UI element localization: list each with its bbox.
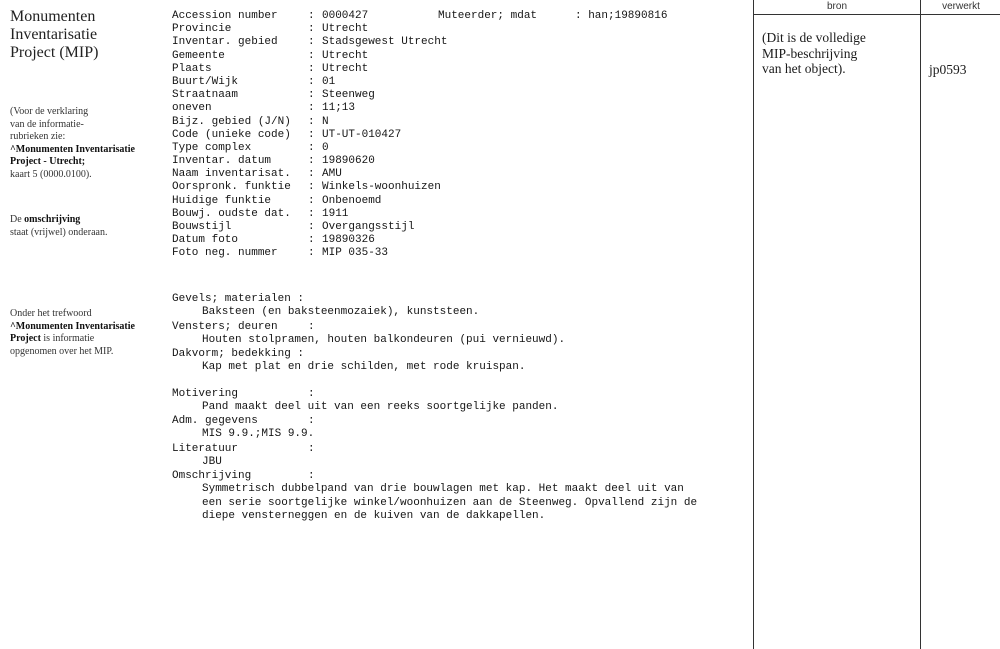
note-bold-line: Project - Utrecht; <box>10 156 86 167</box>
field-value: N <box>322 115 329 128</box>
info-note-reference <box>10 106 160 181</box>
section-separator: : <box>308 442 315 455</box>
field-value: 1911 <box>322 207 349 220</box>
note-bold-line: ^Monumenten Inventarisatie <box>10 143 135 155</box>
section-gap <box>172 376 747 388</box>
field-separator: : <box>308 234 315 247</box>
field-row <box>172 168 747 181</box>
mip-record <box>172 10 747 522</box>
field-value: 0000427 <box>322 10 369 22</box>
field-row <box>172 63 747 76</box>
field-separator: : <box>575 10 589 22</box>
note-line: van de informatie- <box>10 118 84 130</box>
field-separator: : <box>308 194 315 207</box>
field-value: 19890620 <box>322 155 375 168</box>
field-separator: : <box>308 62 315 75</box>
field-label: Foto neg. nummer <box>172 247 278 260</box>
note-line: staat (vrijwel) onderaan. <box>10 226 108 238</box>
field-label: Datum foto <box>172 234 239 247</box>
field-label: Straatnaam <box>172 89 239 102</box>
note-line: opgenomen over het MIP. <box>10 345 114 357</box>
field-label: Muteerder; mdat <box>438 10 538 22</box>
note-line: rubrieken zie: <box>10 131 66 142</box>
field-label: Inventar. gebied <box>172 36 278 49</box>
field-value: han;19890816 <box>588 10 668 22</box>
section-separator: : <box>308 320 315 333</box>
field-label: Buurt/Wijk <box>172 75 239 88</box>
field-separator: : <box>308 128 315 141</box>
field-separator: : <box>308 247 315 260</box>
source-table <box>753 0 1000 649</box>
field-row <box>172 23 747 36</box>
left-column <box>10 8 160 62</box>
field-value: Onbenoemd <box>322 194 382 207</box>
header-verwerkt: verwerkt <box>942 1 980 12</box>
field-label: Bijz. gebied (J/N) <box>172 115 291 128</box>
field-separator: : <box>308 10 315 22</box>
section-body: Kap met plat en drie schilden, met rode kruispan. <box>202 361 526 373</box>
section-separator: : <box>308 387 315 400</box>
mip-title-line: Monumenten <box>10 8 96 25</box>
header-bron: bron <box>826 1 847 12</box>
field-label: Inventar. datum <box>172 155 272 168</box>
mip-title <box>10 8 160 62</box>
field-label: Plaats <box>172 62 212 75</box>
mutator-field <box>438 10 667 22</box>
section-separator: : <box>308 415 315 427</box>
field-row <box>172 142 747 155</box>
field-row <box>172 129 747 142</box>
field-row <box>172 208 747 221</box>
field-label: Naam inventarisat. <box>172 168 291 181</box>
section-heading <box>172 470 747 483</box>
field-value: UT-UT-010427 <box>322 128 402 141</box>
field-row <box>172 102 747 115</box>
bron-line: MIP-beschrijving <box>762 45 858 61</box>
column-divider <box>920 0 921 649</box>
section-heading <box>172 293 747 306</box>
field-row <box>172 247 747 260</box>
field-label: Type complex <box>172 141 252 154</box>
note-line: (Voor de verklaring <box>10 106 89 117</box>
field-list <box>172 10 747 261</box>
mip-title-line: Inventarisatie <box>10 26 98 43</box>
section-body: Baksteen (en baksteenmozaiek), kunststeen. <box>202 306 480 318</box>
section-label: Omschrijving <box>172 470 252 482</box>
field-label: Bouwstijl <box>172 221 232 233</box>
bron-line: (Dit is de volledige <box>762 30 866 45</box>
field-value: 19890326 <box>322 234 375 247</box>
field-label: Huidige funktie <box>172 194 272 207</box>
field-value: Utrecht <box>322 62 369 75</box>
section-body: Symmetrisch dubbelpand van drie bouwlagen met kap. Het maakt deel uit van een serie soortgelijke winkel/woonhuizen aan de Steenweg. Opvallend zijn de diepe vensterneggen en de kuiven van de dakkapellen. <box>202 483 698 522</box>
section-label: Adm. gegevens <box>172 415 258 427</box>
field-label: Gemeente <box>172 49 225 62</box>
info-note-description <box>10 214 160 239</box>
field-separator: : <box>308 181 315 194</box>
note-bold: omschrijving <box>24 214 81 225</box>
section-heading <box>172 321 747 334</box>
field-separator: : <box>308 36 315 49</box>
field-row <box>172 221 747 234</box>
field-value: 0 <box>322 141 329 154</box>
section-heading <box>172 348 747 361</box>
note-line: kaart 5 (0000.0100). <box>10 168 92 180</box>
field-label: Provincie <box>172 23 232 36</box>
field-separator: : <box>308 89 315 102</box>
note-prefix: De <box>10 214 25 225</box>
field-value: Stadsgewest Utrecht <box>322 36 448 49</box>
field-value: MIP 035-33 <box>322 247 389 260</box>
section-body: JBU <box>202 455 222 468</box>
section-label: Dakvorm; bedekking : <box>172 348 305 360</box>
section-separator: : <box>308 470 315 482</box>
section-list <box>172 293 747 525</box>
field-separator: : <box>308 168 315 181</box>
bron-line: van het object). <box>762 61 846 76</box>
field-separator: : <box>308 115 315 128</box>
verwerkt-entry: jp0593 <box>929 62 967 77</box>
field-row <box>172 155 747 168</box>
field-value: Utrecht <box>322 49 369 62</box>
section-label: Gevels; materialen : <box>172 293 305 305</box>
field-row <box>172 181 747 194</box>
section-label: Literatuur <box>172 442 239 455</box>
field-separator: : <box>308 23 315 36</box>
field-label: Code (unieke code) <box>172 128 291 141</box>
section-heading <box>172 388 747 401</box>
field-row <box>172 234 747 247</box>
header-rule <box>754 14 1000 15</box>
field-separator: : <box>308 49 315 62</box>
field-value: Steenweg <box>322 89 375 102</box>
info-note-keyword <box>10 308 160 358</box>
field-row <box>172 116 747 129</box>
field-row <box>172 50 747 63</box>
bron-entry <box>762 30 917 77</box>
field-value: AMU <box>322 168 342 181</box>
field-label: oneven <box>172 102 212 115</box>
note-bold-line: Project <box>10 333 41 344</box>
section-heading <box>172 443 747 456</box>
note-line: Onder het trefwoord <box>10 308 92 319</box>
field-value: Winkels-woonhuizen <box>322 181 441 194</box>
field-separator: : <box>308 207 315 220</box>
field-row <box>172 195 747 208</box>
field-label: Oorspronk. funktie <box>172 181 291 194</box>
field-label: Accession number <box>172 10 278 22</box>
field-row <box>172 76 747 89</box>
section-body: Houten stolpramen, houten balkondeuren (pui vernieuwd). <box>202 333 566 346</box>
field-value: 01 <box>322 75 336 88</box>
note-line: is informatie <box>40 333 95 344</box>
section-body: MIS 9.9.;MIS 9.9. <box>202 428 315 440</box>
section-label: Motivering <box>172 387 239 400</box>
field-separator: : <box>308 141 315 154</box>
field-label: Bouwj. oudste dat. <box>172 207 291 220</box>
field-value: Overgangsstijl <box>322 221 415 233</box>
field-separator: : <box>308 75 315 88</box>
mip-title-line: Project (MIP) <box>10 44 99 61</box>
field-separator: : <box>308 155 315 168</box>
field-value: Utrecht <box>322 23 369 36</box>
note-bold-line: ^Monumenten Inventarisatie <box>10 320 135 332</box>
section-label: Vensters; deuren <box>172 320 278 333</box>
field-separator: : <box>308 102 315 115</box>
field-row <box>172 36 747 49</box>
section-body: Pand maakt deel uit van een reeks soortgelijke panden. <box>202 400 559 413</box>
section-heading <box>172 415 747 428</box>
field-row <box>172 89 747 102</box>
field-separator: : <box>308 221 315 233</box>
field-value: 11;13 <box>322 102 356 115</box>
